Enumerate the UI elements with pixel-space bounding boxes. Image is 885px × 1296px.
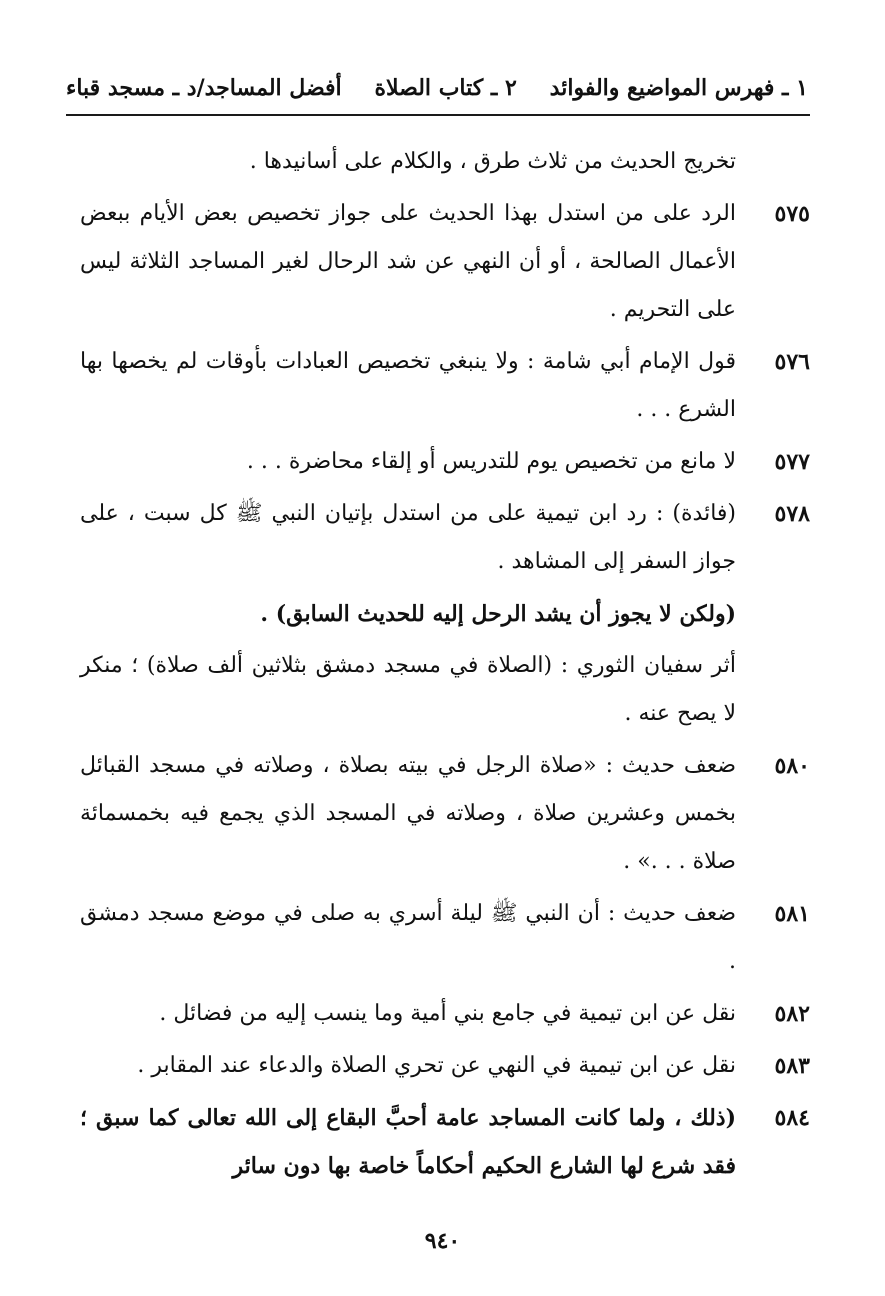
entry-page-number: ٥٨٢ [774, 1001, 810, 1027]
entry-text: لا مانع من تخصيص يوم للتدريس أو إلقاء محاضرة . . . [246, 449, 736, 474]
index-entry [80, 642, 810, 738]
index-entry [80, 590, 810, 638]
entry-page-number: ٥٨١ [774, 901, 810, 927]
entry-text: (ولكن لا يجوز أن يشد الرحل إليه للحديث السابق) . [260, 601, 736, 627]
entry-text: (فائدة) : رد ابن تيمية على من استدل بإتيان النبي ﷺ كل سبت ، على جواز السفر إلى المشاهد . [80, 501, 736, 574]
entry-page-number: ٥٨٤ [774, 1105, 810, 1131]
entry-text: تخريج الحديث من ثلاث طرق ، والكلام على أسانيدها . [249, 149, 736, 174]
entry-text: نقل عن ابن تيمية في جامع بني أمية وما ينسب إليه من فضائل . [159, 1001, 736, 1026]
index-entry [80, 890, 810, 986]
header-book-title: ٢ ـ كتاب الصلاة [374, 75, 517, 101]
entry-page-number: ٥٨٣ [774, 1053, 810, 1079]
entry-page-number: ٥٧٥ [774, 201, 810, 227]
entry-page-number: ٥٧٨ [774, 501, 810, 527]
index-entry [80, 990, 810, 1038]
index-entry [80, 490, 810, 586]
index-entry [80, 138, 810, 186]
entry-text: ضعف حديث : «صلاة الرجل في بيته بصلاة ، وصلاته في مسجد القبائل بخمس وعشرين صلاة ، وصلاته في المسجد الذي يجمع فيه بخمسمائة صلاة . . .» . [80, 753, 736, 874]
header-divider [66, 114, 810, 116]
index-entries [80, 138, 810, 1194]
running-header [66, 68, 808, 108]
page-number: ٩٤٠ [424, 1228, 461, 1254]
index-entry [80, 190, 810, 334]
entry-text: قول الإمام أبي شامة : ولا ينبغي تخصيص العبادات بأوقات لم يخصها بها الشرع . . . [80, 349, 736, 422]
header-section-title: أفضل المساجد/د ـ مسجد قباء [66, 75, 342, 101]
entry-text: ضعف حديث : أن النبي ﷺ ليلة أسري به صلى في موضع مسجد دمشق . [80, 901, 736, 974]
entry-text: الرد على من استدل بهذا الحديث على جواز تخصيص بعض الأيام ببعض الأعمال الصالحة ، أو أن النهي عن شد الرحال لغير المساجد الثلاثة ليس على التحريم . [80, 201, 736, 322]
header-chapter-index: ١ ـ فهرس المواضيع والفوائد [549, 75, 808, 101]
entry-page-number: ٥٨٠ [774, 753, 810, 779]
entry-text: أثر سفيان الثوري : (الصلاة في مسجد دمشق بثلاثين ألف صلاة) ؛ منكر لا يصح عنه . [80, 653, 736, 726]
index-entry [80, 438, 810, 486]
index-entry [80, 1042, 810, 1090]
entry-text: نقل عن ابن تيمية في النهي عن تحري الصلاة والدعاء عند المقابر . [137, 1053, 736, 1078]
entry-text: (ذلك ، ولما كانت المساجد عامة أحبَّ البقاع إلى الله تعالى كما سبق ؛ فقد شرع لها الشارع الحكيم أحكاماً خاصة بها دون سائر [80, 1105, 736, 1179]
index-entry [80, 742, 810, 886]
index-entry [80, 338, 810, 434]
index-entry [80, 1094, 810, 1190]
entry-page-number: ٥٧٦ [774, 349, 810, 375]
entry-page-number: ٥٧٧ [774, 449, 810, 475]
